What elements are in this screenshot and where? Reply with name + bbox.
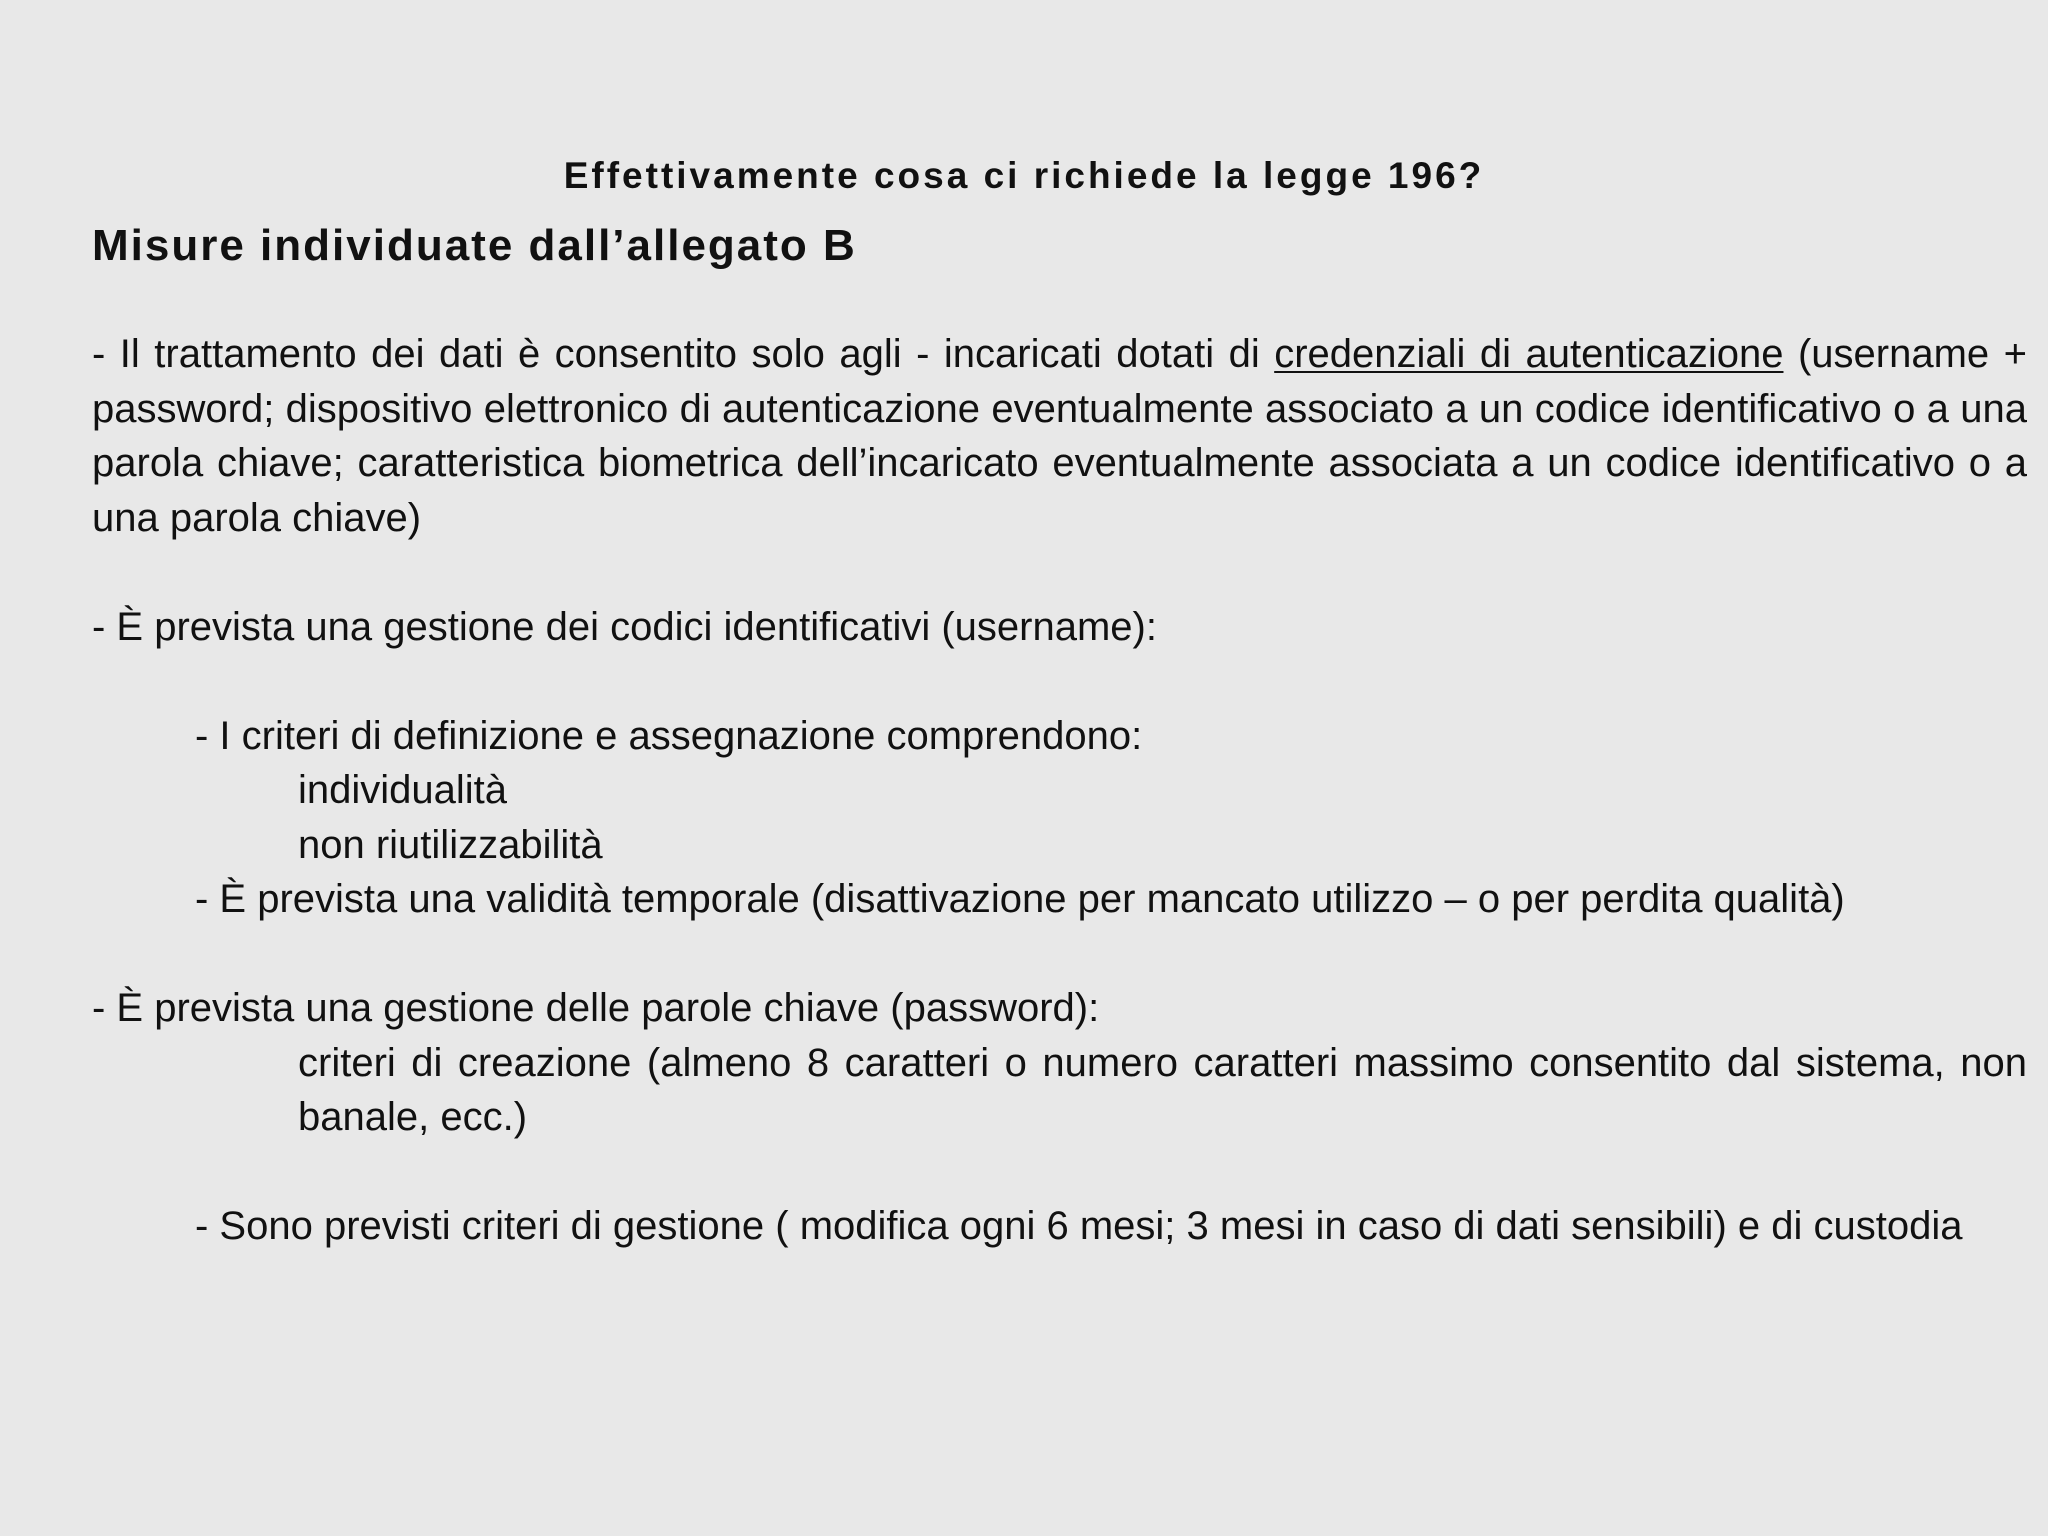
spacer — [92, 654, 2027, 709]
criteria-item-non-reusability: non riutilizzabilità — [298, 822, 603, 867]
management-criteria: - Sono previsti criteri di gestione ( modifica ogni 6 mesi; 3 mesi in caso di dati sensibili) e di custodia — [195, 1204, 1963, 1248]
paragraph-authentication — [92, 327, 2027, 545]
slide-subtitle: Misure individuate dall’allegato B — [92, 221, 857, 270]
paragraph-username-management: - È prevista una gestione dei codici identificativi (username): — [92, 604, 1157, 649]
validity-paragraph: - È prevista una validità temporale (disattivazione per mancato utilizzo – o per perdita qualità) — [195, 877, 1845, 921]
credentials-underlined-text: credenziali di autenticazione — [1274, 332, 1784, 376]
criteria-item-individuality: individualità — [298, 768, 508, 812]
paragraph-authentication-pre: - Il trattamento dei dati è consentito solo agli - incaricati dotati di — [92, 332, 1275, 376]
spacer — [92, 1145, 2027, 1200]
creation-criteria: criteri di creazione (almeno 8 caratteri o numero caratteri massimo consentito dal sistema, non banale, ecc.) — [298, 1040, 2027, 1139]
paragraph-authentication-post: (username + password; dispositivo elettronico di autenticazione eventualmente associato a un codice identificativo o a una parola chiave; caratteristica biometrica dell’incaricato eventualmente associata a un codice identificativo o a una parola chiave) — [92, 332, 2028, 540]
slide-body — [92, 327, 2027, 1254]
spacer — [92, 545, 2027, 600]
paragraph-password-management: - È prevista una gestione delle parole chiave (password): — [92, 986, 1100, 1030]
criteria-intro: - I criteri di definizione e assegnazione comprendono: — [195, 713, 1143, 758]
slide-title: Effettivamente cosa ci richiede la legge 196? — [563, 155, 1485, 196]
spacer — [92, 927, 2027, 982]
